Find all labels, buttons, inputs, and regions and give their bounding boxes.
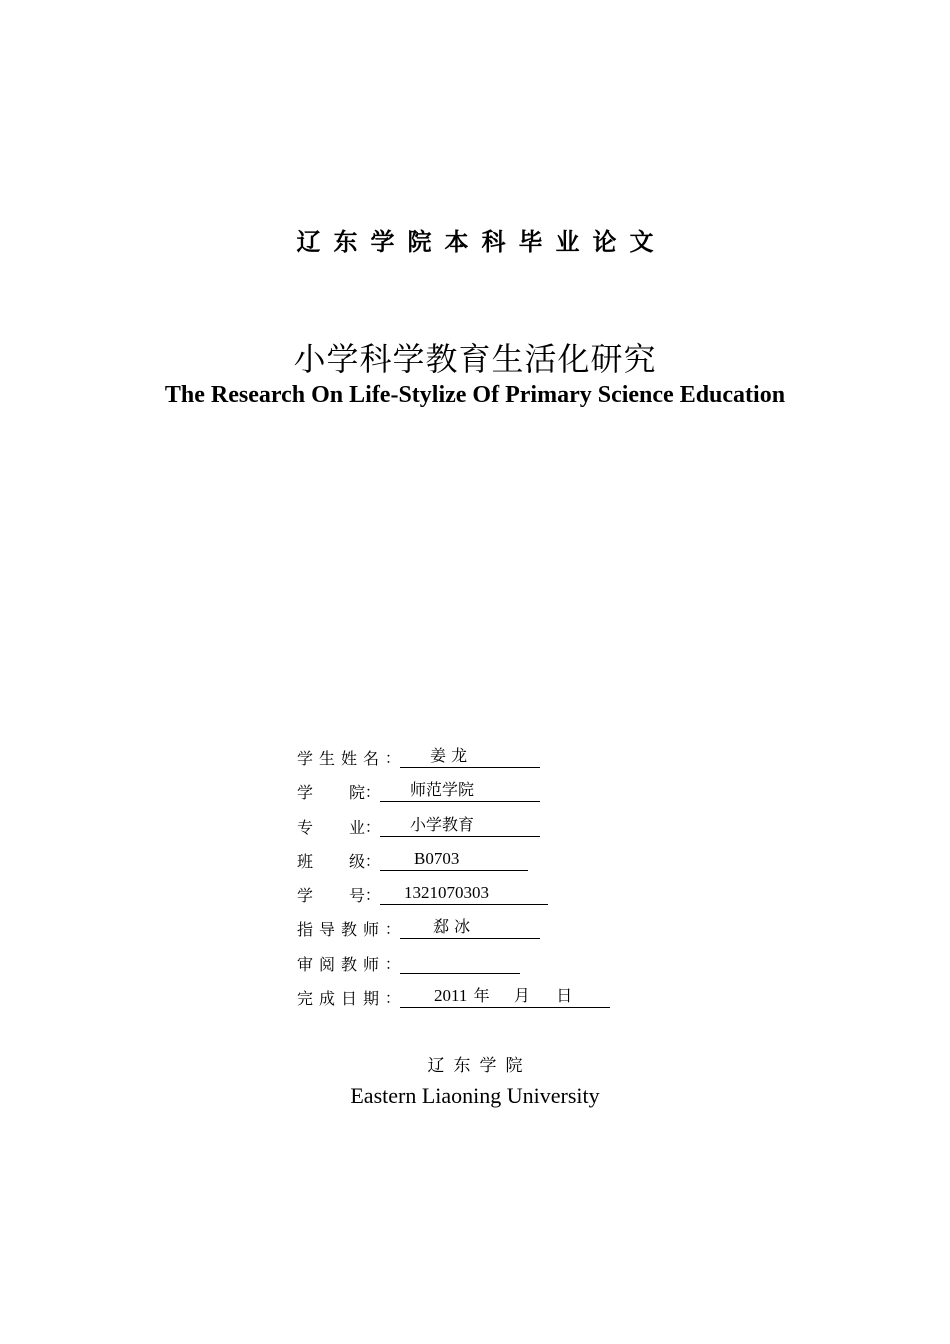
- college-field: [380, 778, 540, 802]
- advisor-label: 指导教师: [297, 920, 386, 940]
- date-year-unit: 年: [473, 986, 490, 1006]
- date-year-value: 2011: [434, 986, 468, 1006]
- colon: ：: [365, 886, 381, 905]
- class-label-part1: 班: [297, 851, 314, 871]
- document-header-title: 辽东学院本科毕业论文: [296, 228, 667, 256]
- class-field: [380, 847, 528, 871]
- student-id-label-part1: 学: [297, 886, 314, 906]
- college-row: [297, 778, 677, 812]
- college-label-part1: 学: [297, 783, 314, 803]
- advisor-row: [297, 915, 677, 949]
- colon: ：: [365, 783, 381, 802]
- colon: ：: [365, 851, 381, 870]
- completion-date-field: [400, 984, 610, 1008]
- reviewer-row: [297, 950, 677, 984]
- major-row: [297, 813, 677, 847]
- thesis-title-english: The Research On Life-Stylize Of Primary Science Education: [164, 382, 786, 408]
- colon: ：: [385, 920, 401, 939]
- student-id-field: [380, 881, 548, 905]
- completion-date-label: 完成日期: [297, 989, 386, 1009]
- university-name-chinese: 辽东学院: [427, 1056, 532, 1076]
- student-name-row: [297, 744, 677, 778]
- date-day-unit: 日: [556, 986, 573, 1006]
- thesis-title-chinese: 小学科学教育生活化研究: [293, 340, 657, 378]
- completion-date-row: [297, 984, 677, 1018]
- advisor-value: 郄 冰: [433, 917, 471, 937]
- colon: ：: [365, 817, 381, 836]
- major-label-part1: 专: [297, 817, 314, 837]
- college-value: 师范学院: [410, 780, 475, 800]
- university-name-english: Eastern Liaoning University: [350, 1083, 600, 1108]
- student-name-label: 学生姓名: [297, 749, 386, 768]
- major-label-part2: 业: [349, 817, 366, 837]
- student-info-block: [297, 744, 677, 1018]
- major-value: 小学教育: [410, 814, 475, 834]
- student-name-value: 姜 龙: [430, 746, 468, 765]
- colon: ：: [385, 749, 401, 767]
- reviewer-field: [400, 950, 520, 974]
- student-name-field: [400, 744, 540, 768]
- major-field: [380, 813, 540, 837]
- student-id-label-part2: 号: [349, 886, 366, 906]
- advisor-field: [400, 915, 540, 939]
- colon: ：: [385, 989, 401, 1008]
- class-row: [297, 847, 677, 881]
- college-label-part2: 院: [349, 783, 366, 803]
- student-id-value: 1321070303: [404, 883, 490, 903]
- student-id-row: [297, 881, 677, 915]
- class-label-part2: 级: [349, 851, 366, 871]
- colon: ：: [385, 954, 401, 973]
- date-month-unit: 月: [513, 986, 530, 1006]
- reviewer-label: 审阅教师: [297, 954, 386, 974]
- class-value: B0703: [414, 848, 460, 868]
